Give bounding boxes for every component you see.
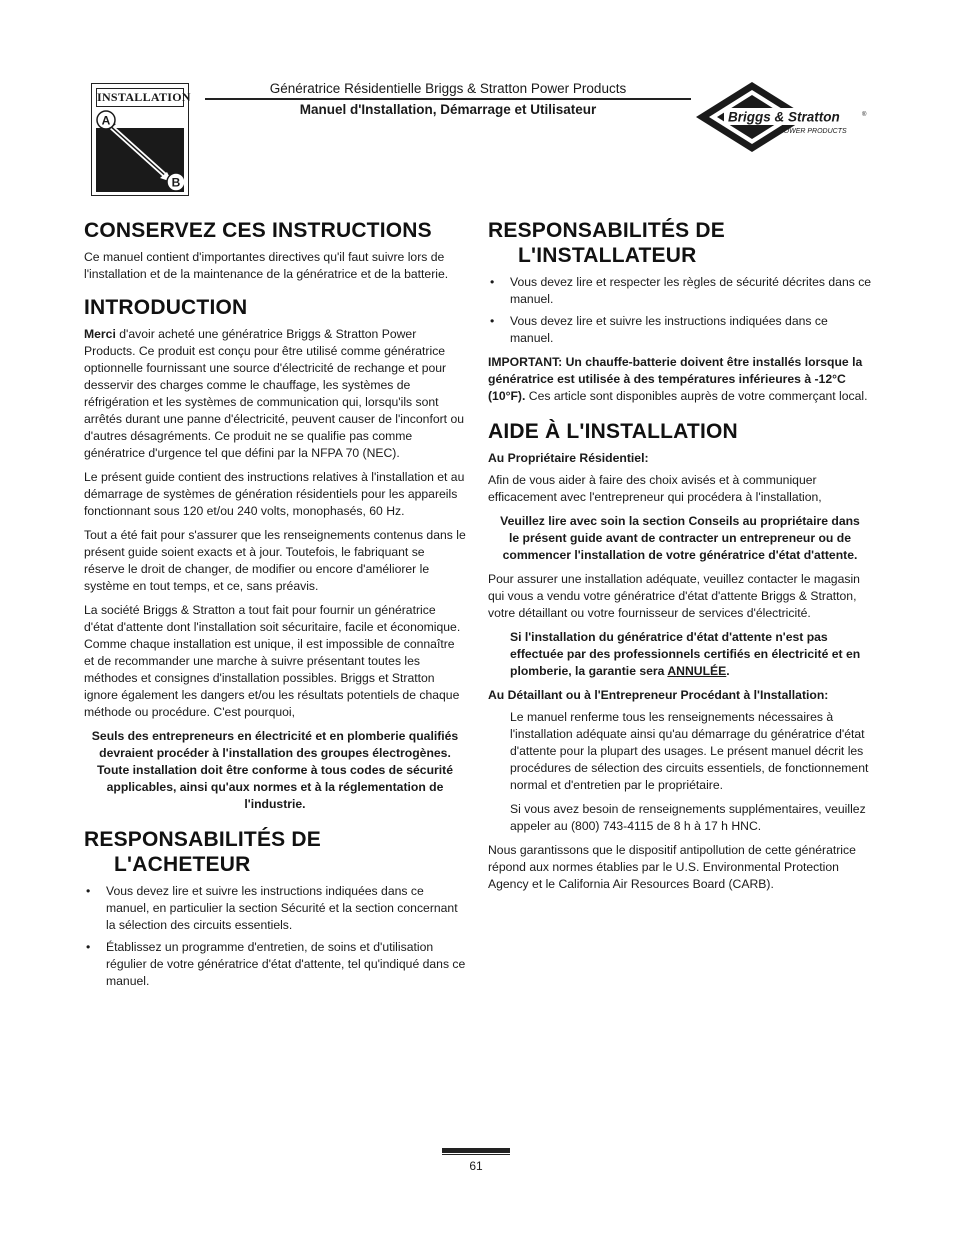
marker-b: B (171, 175, 181, 190)
paragraph-intro-1 (84, 326, 466, 462)
important-bold: IMPORTANT: Un chauffe-batterie doivent être installés lorsque la génératrice est utilisée à des températures inférieures à -12°C (10°F). (488, 355, 863, 403)
header-subtitle: Manuel d'Installation, Démarrage et Utilisateur (299, 102, 597, 117)
list-item: • Vous devez lire et suivre les instructions indiquées dans ce manuel. (490, 314, 828, 345)
header-divider (205, 98, 691, 100)
intro-lead: Merci (84, 327, 116, 341)
heading-introduction: INTRODUCTION (84, 296, 248, 319)
list-item: • Vous devez lire et suivre les instructions indiquées dans ce manuel, en particulier la section Sécurité et la section concernant la sélection des circuits essentiels. (86, 884, 458, 932)
left-column (84, 218, 466, 997)
briggs-stratton-logo (694, 80, 869, 155)
paragraph-important (488, 354, 872, 405)
paragraph-aide-3: Pour assurer une installation adéquate, veuillez contacter le magasin qui vous a vendu votre génératrice d'état d'attente Briggs & Stratton, votre détaillant ou votre fournisseur de services d'électricité. (488, 572, 860, 620)
heading-installateur-line2: L'INSTALLATEUR (518, 244, 697, 267)
paragraph-aide-7: Nous garantissons que le dispositif antipollution de cette génératrice répond aux normes établies par le U.S. Environmental Protection Agency et le California Air Resources Board (CARB). (488, 843, 856, 891)
paragraph-aide-1: Afin de vous aider à faire des choix avisés et à communiquer efficacement avec l'entrepreneur qui procédera à l'installation, (488, 473, 822, 504)
installation-badge (91, 83, 189, 196)
intro-rest: d'avoir acheté une génératrice Briggs & Stratton Power Products. Ce produit est conçu pour être utilisé comme génératrice optionnelle fournissant une source d'électricité de rechange et pour desservir des charges comme le chauffage, les systèmes de réfrigération et les systèmes de communication qui, lorsqu'ils sont arrêtés durant une panne d'électricité, peuvent causer de l'inconfort ou d'autres désagréments. Ce produit ne se qualifie pas comme génératrice d'urgence tel que défini par la NFPA 70 (NEC). (84, 327, 464, 460)
heading-acheteur-line2: L'ACHETEUR (114, 853, 251, 876)
footer-bar (442, 1148, 510, 1153)
paragraph-intro-3: Tout a été fait pour s'assurer que les renseignements contenus dans le présent guide soient exacts et à jour. Toutefois, le fabriquant se réserve le droit de changer, de modifier ou encore d'améliorer le système en tout temps, et ce, sans préavis. (84, 528, 466, 593)
paragraph-intro-2: Le présent guide contient des instructions relatives à l'installation et au démarrage de systèmes de génération résidentiels pour les appareils fonctionnant sous 120 et/ou 240 volts, monophasés, 60 Hz. (84, 470, 465, 518)
heading-conservez: CONSERVEZ CES INSTRUCTIONS (84, 219, 432, 242)
heading-acheteur (84, 827, 466, 877)
paragraph-aide-6: Si vous avez besoin de renseignements supplémentaires, veuillez appeler au (800) 743-4115 de 8 h à 17 h HNC. (510, 802, 866, 833)
marker-a: A (101, 113, 111, 128)
paragraph-aide-4: Si l'installation du génératrice d'état d'attente n'est pas effectuée par des professionnels certifiés en électricité et en plomberie, la garantie sera ANNULÉE. (510, 630, 861, 678)
page-number: 61 (469, 1159, 483, 1173)
bullet: • (490, 275, 495, 289)
bullet: • (490, 314, 495, 328)
list-item: • Établissez un programme d'entretien, de soins et d'utilisation régulier de votre génératrice d'état d'attente, tel qu'indiqué dans ce manuel. (86, 940, 466, 988)
footer-rule (442, 1154, 510, 1155)
subheading-proprietaire: Au Propriétaire Résidentiel: (488, 451, 649, 465)
paragraph-intro-warning: Seuls des entrepreneurs en électricité et en plomberie qualifiés devraient procéder à l'installation des groupes électrogènes. Toute installation doit être conforme à tous codes de sécurité applicables, ainsi qu'aux normes et à la réglementation de l'industrie. (91, 729, 459, 811)
heading-aide: AIDE À L'INSTALLATION (488, 420, 738, 443)
installateur-list (488, 274, 872, 347)
installation-diagram-icon (96, 110, 184, 192)
paragraph-conservez: Ce manuel contient d'importantes directives qu'il faut suivre lors de l'installation et de la maintenance de la génératrice et de la batterie. (84, 250, 449, 281)
acheteur-list (84, 883, 466, 990)
subheading-detaillant: Au Détaillant ou à l'Entrepreneur Procédant à l'Installation: (488, 688, 829, 702)
right-column (488, 218, 872, 900)
heading-installateur (488, 218, 872, 268)
heading-installateur-line1: RESPONSABILITÉS DE (488, 219, 725, 242)
paragraph-aide-5: Le manuel renferme tous les renseignements nécessaires à l'installation adéquate ainsi qu'au démarrage du génératrice d'état d'attente pour la plupart des usages. Le présent manuel décrit les procédures de sélection des circuits essentiels, de fonctionnement normal et d'entretien par le propriétaire. (510, 710, 869, 792)
heading-acheteur-line1: RESPONSABILITÉS DE (84, 828, 321, 851)
paragraph-aide-2: Veuillez lire avec soin la section Conseils au propriétaire dans le présent guide avant de contracter un entrepreneur ou de commencer l'installation de votre génératrice d'état d'attente. (500, 514, 860, 562)
bullet: • (86, 940, 91, 954)
annulee-text: ANNULÉE (667, 664, 727, 678)
header-title: Génératrice Résidentielle Briggs & Stratton Power Products (269, 81, 627, 96)
paragraph-intro-4: La société Briggs & Stratton a tout fait pour fournir un génératrice d'état d'attente dont l'installation soit sécuritaire, facile et économique. Comme chaque installation est unique, il est impossible de connaître et de recommander une marche à suivre présentant toutes les méthodes et consignes d'installation possibles. Briggs et Stratton ignore également les dangers et/ou les résultats potentiels de chaque méthode ou procédure. C'est pourquoi, (84, 603, 461, 719)
installation-badge-label: INSTALLATION (96, 88, 184, 107)
bullet: • (86, 884, 91, 898)
important-rest: Ces article sont disponibles auprès de votre commerçant local. (525, 389, 868, 403)
list-item: • Vous devez lire et respecter les règles de sécurité décrites dans ce manuel. (490, 275, 872, 306)
logo-registered: ® (862, 112, 867, 118)
logo-brand: Briggs & Stratton (728, 109, 840, 125)
logo-tagline: POWER PRODUCTS (779, 128, 847, 135)
